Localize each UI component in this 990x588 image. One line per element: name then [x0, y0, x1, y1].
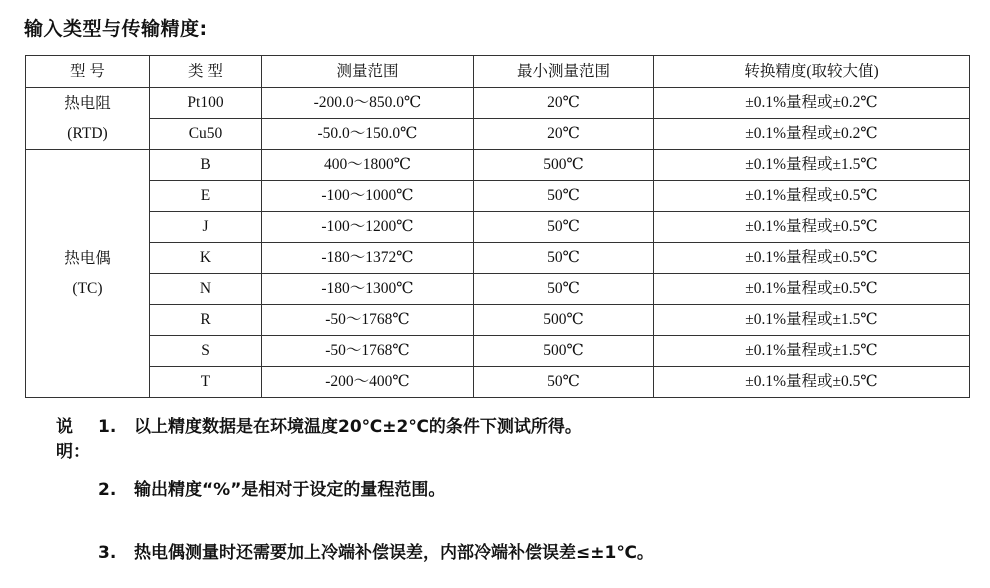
- note-text: 以上精度数据是在环境温度20℃±2℃的条件下测试所得。: [134, 417, 582, 437]
- table-row: [26, 119, 970, 150]
- cell-range: -180～1372℃: [262, 243, 474, 274]
- table-row: [26, 336, 970, 367]
- cell-accuracy: ±0.1%量程或±0.2℃: [654, 119, 970, 150]
- cell-min-range: 20℃: [474, 88, 654, 119]
- cell-range: -180～1300℃: [262, 274, 474, 305]
- cell-type: R: [150, 305, 262, 336]
- cell-range: -100～1200℃: [262, 212, 474, 243]
- cell-accuracy: ±0.1%量程或±1.5℃: [654, 305, 970, 336]
- cell-type: S: [150, 336, 262, 367]
- cell-type: B: [150, 150, 262, 181]
- cell-min-range: 500℃: [474, 150, 654, 181]
- cell-accuracy: ±0.1%量程或±0.2℃: [654, 88, 970, 119]
- cell-accuracy: ±0.1%量程或±0.5℃: [654, 181, 970, 212]
- cell-type: Cu50: [150, 119, 262, 150]
- cell-min-range: 50℃: [474, 212, 654, 243]
- table-row: [26, 88, 970, 119]
- column-header-range: 测量范围: [262, 56, 474, 88]
- cell-range: -200～400℃: [262, 367, 474, 398]
- column-header-min-range: 最小测量范围: [474, 56, 654, 88]
- note-item: [22, 412, 968, 462]
- cell-range: -50～1768℃: [262, 336, 474, 367]
- cell-min-range: 500℃: [474, 305, 654, 336]
- cell-type: Pt100: [150, 88, 262, 119]
- column-header-type: 类 型: [150, 56, 262, 88]
- spec-table: [25, 55, 970, 398]
- group-label-tc-line2: (TC): [72, 279, 103, 297]
- cell-min-range: 50℃: [474, 181, 654, 212]
- cell-accuracy: ±0.1%量程或±0.5℃: [654, 243, 970, 274]
- cell-accuracy: ±0.1%量程或±1.5℃: [654, 150, 970, 181]
- table-row: [26, 150, 970, 181]
- cell-min-range: 50℃: [474, 367, 654, 398]
- cell-accuracy: ±0.1%量程或±1.5℃: [654, 336, 970, 367]
- note-item: [22, 538, 968, 588]
- cell-type: J: [150, 212, 262, 243]
- cell-type: E: [150, 181, 262, 212]
- table-body: [26, 88, 970, 398]
- group-label-tc-line1: 热电偶: [64, 249, 111, 267]
- cell-min-range: 50℃: [474, 274, 654, 305]
- cell-range: -50～1768℃: [262, 305, 474, 336]
- table-row: [26, 181, 970, 212]
- column-header-accuracy: 转换精度(取较大值): [654, 56, 970, 88]
- table-header: [26, 56, 970, 88]
- group-label-rtd-line2: (RTD): [67, 124, 108, 142]
- table-header-row: [26, 56, 970, 88]
- cell-range: -50.0～150.0℃: [262, 119, 474, 150]
- notes-label: 说明：: [56, 417, 90, 462]
- table-row: [26, 367, 970, 398]
- cell-accuracy: ±0.1%量程或±0.5℃: [654, 274, 970, 305]
- cell-accuracy: ±0.1%量程或±0.5℃: [654, 212, 970, 243]
- note-number: 1.: [98, 417, 117, 437]
- note-item: [22, 475, 968, 525]
- note-number: 3.: [98, 543, 117, 563]
- group-label-rtd-line1: 热电阻: [64, 94, 111, 112]
- note-text: 热电偶测量时还需要加上冷端补偿误差，内部冷端补偿误差≤±1℃。: [134, 543, 654, 563]
- group-label-tc: [26, 150, 150, 398]
- table-row: [26, 305, 970, 336]
- cell-range: -200.0～850.0℃: [262, 88, 474, 119]
- notes-section: [22, 412, 968, 588]
- column-header-model: 型 号: [26, 56, 150, 88]
- cell-range: 400～1800℃: [262, 150, 474, 181]
- note-text: 输出精度“%”是相对于设定的量程范围。: [134, 480, 446, 500]
- table-row: [26, 274, 970, 305]
- cell-accuracy: ±0.1%量程或±0.5℃: [654, 367, 970, 398]
- cell-range: -100～1000℃: [262, 181, 474, 212]
- cell-min-range: 20℃: [474, 119, 654, 150]
- page-title: 输入类型与传输精度:: [24, 18, 208, 40]
- cell-type: N: [150, 274, 262, 305]
- cell-min-range: 500℃: [474, 336, 654, 367]
- cell-type: T: [150, 367, 262, 398]
- table-row: [26, 212, 970, 243]
- cell-type: K: [150, 243, 262, 274]
- group-label-rtd: [26, 88, 150, 150]
- table-row: [26, 243, 970, 274]
- note-number: 2.: [98, 480, 117, 500]
- cell-min-range: 50℃: [474, 243, 654, 274]
